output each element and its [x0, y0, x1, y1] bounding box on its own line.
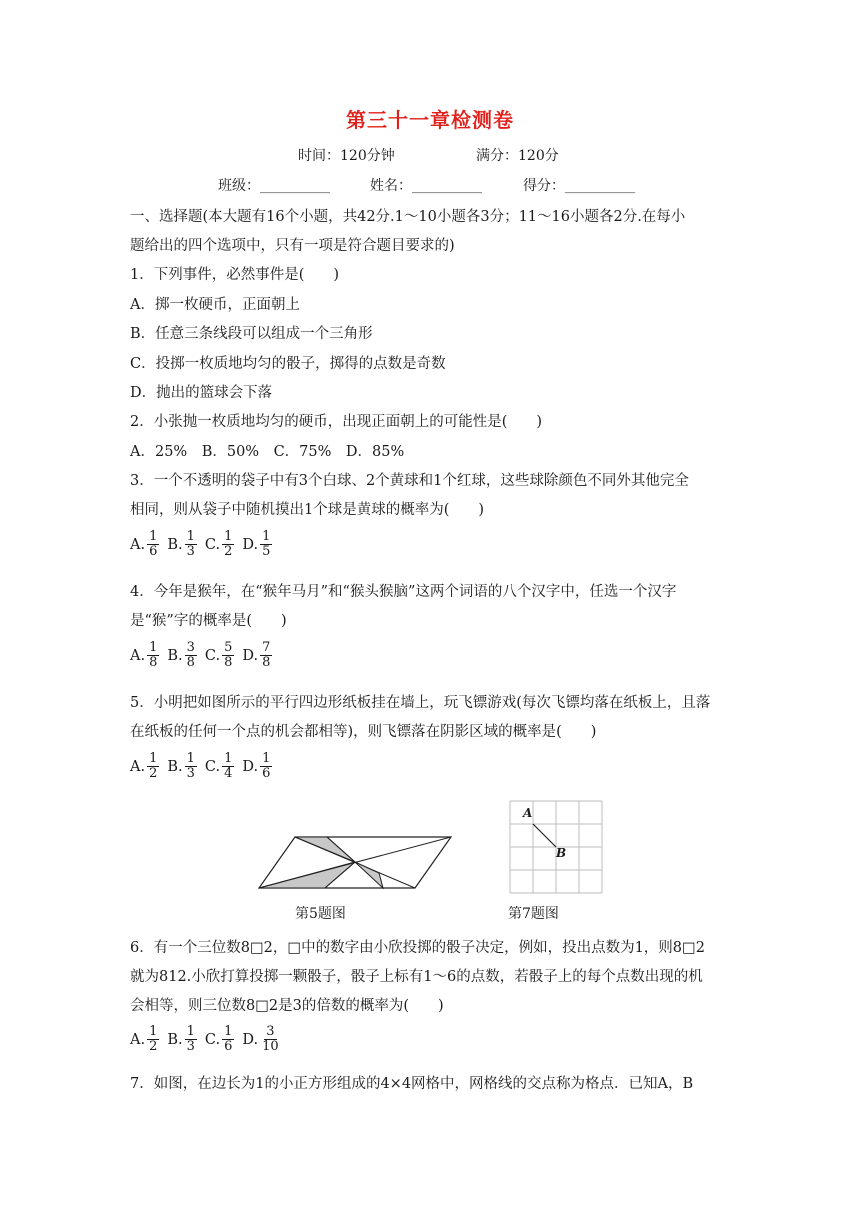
section-heading-line2: 题给出的四个选项中，只有一项是符合题目要求的): [130, 238, 455, 254]
figure-7-caption: 第7题图: [508, 906, 559, 922]
q3-option: A. $\frac{1}{6}$: [130, 529, 158, 559]
q4-option: D. $\frac{7}{8}$: [242, 640, 271, 670]
figure-5-caption: 第5题图: [295, 906, 346, 922]
q3-option: B. $\frac{1}{3}$: [167, 529, 195, 559]
q3-line2: 相同，则从袋子中随机摸出1个球是黄球的概率为( ): [130, 502, 485, 518]
q6-option: A. $\frac{1}{2}$: [130, 1024, 158, 1054]
class-field: 班级：__________: [218, 178, 330, 194]
q1-option-a: A．掷一枚硬币，正面朝上: [130, 297, 300, 313]
figure-7-point-a: A: [523, 806, 533, 820]
name-field: 姓名：__________: [370, 178, 482, 194]
q4-option: C. $\frac{5}{8}$: [204, 640, 233, 670]
q7-line1: 7．如图，在边长为1的小正方形组成的4×4网格中，网格线的交点称为格点．已知A，B: [130, 1076, 694, 1092]
q6-option: C. $\frac{1}{6}$: [204, 1024, 233, 1054]
q5-option: C. $\frac{1}{4}$: [204, 751, 233, 781]
q4-option: A. $\frac{1}{8}$: [130, 640, 158, 670]
q5-option: D. $\frac{1}{6}$: [242, 751, 271, 781]
q6-line1: 6．有一个三位数8□2，□中的数字由小欣投掷的骰子决定，例如，投出点数为1，则8□2: [130, 940, 705, 956]
q4-choices: [130, 641, 280, 670]
q6-line2: 就为812.小欣打算投掷一颗骰子，骰子上标有1～6的点数，若骰子上的每个点数出现的机: [130, 969, 703, 985]
q5-line2: 在纸板的任何一个点的机会都相等)，则飞镖落在阴影区域的概率是( ): [130, 724, 597, 740]
q1-option-d: D．抛出的篮球会下落: [130, 385, 273, 401]
section-heading-line1: 一、选择题(本大题有16个小题，共42分.1～10小题各3分；11～16小题各2分.在每小: [130, 209, 686, 225]
q3-option: D. $\frac{1}{5}$: [242, 529, 271, 559]
q1-stem: 1．下列事件，必然事件是( ): [130, 267, 340, 283]
q4-line2: 是“猴”字的概率是( ): [130, 613, 287, 629]
q2-stem: 2．小张抛一枚质地均匀的硬币，出现正面朝上的可能性是( ): [130, 414, 543, 430]
q4-option: B. $\frac{3}{8}$: [167, 640, 195, 670]
q6-line3: 会相等，则三位数8□2是3的倍数的概率为( ): [130, 998, 444, 1014]
q4-line1: 4．今年是猴年，在“猴年马月”和“猴头猴脑”这两个词语的八个汉字中，任选一个汉字: [130, 584, 677, 600]
figure-5-parallelogram: [255, 835, 455, 895]
q6-option: B. $\frac{1}{3}$: [167, 1024, 195, 1054]
score-field: 得分：__________: [523, 178, 635, 194]
q5-choices: [130, 752, 280, 781]
q3-line1: 3．一个不透明的袋子中有3个白球、2个黄球和1个红球，这些球除颜色不同外其他完全: [130, 473, 689, 489]
figure-7-point-b: B: [556, 846, 567, 860]
q3-option: C. $\frac{1}{2}$: [204, 529, 233, 559]
q3-choices: [130, 530, 280, 559]
q5-option: A. $\frac{1}{2}$: [130, 751, 158, 781]
q1-option-b: B．任意三条线段可以组成一个三角形: [130, 326, 373, 342]
q2-options: A．25% B．50% C．75% D．85%: [130, 444, 405, 460]
q1-option-c: C．投掷一枚质地均匀的骰子，掷得的点数是奇数: [130, 356, 446, 372]
q5-line1: 5．小明把如图所示的平行四边形纸板挂在墙上，玩飞镖游戏(每次飞镖均落在纸板上，且落: [130, 695, 711, 711]
time-label: 时间：120分钟: [298, 148, 395, 164]
page-title: 第三十一章检测卷: [346, 108, 514, 132]
q6-choices: [130, 1025, 289, 1054]
q5-option: B. $\frac{1}{3}$: [167, 751, 195, 781]
q6-option: D. $\frac{3}{10}$: [242, 1024, 279, 1054]
full-score-label: 满分：120分: [476, 148, 559, 164]
